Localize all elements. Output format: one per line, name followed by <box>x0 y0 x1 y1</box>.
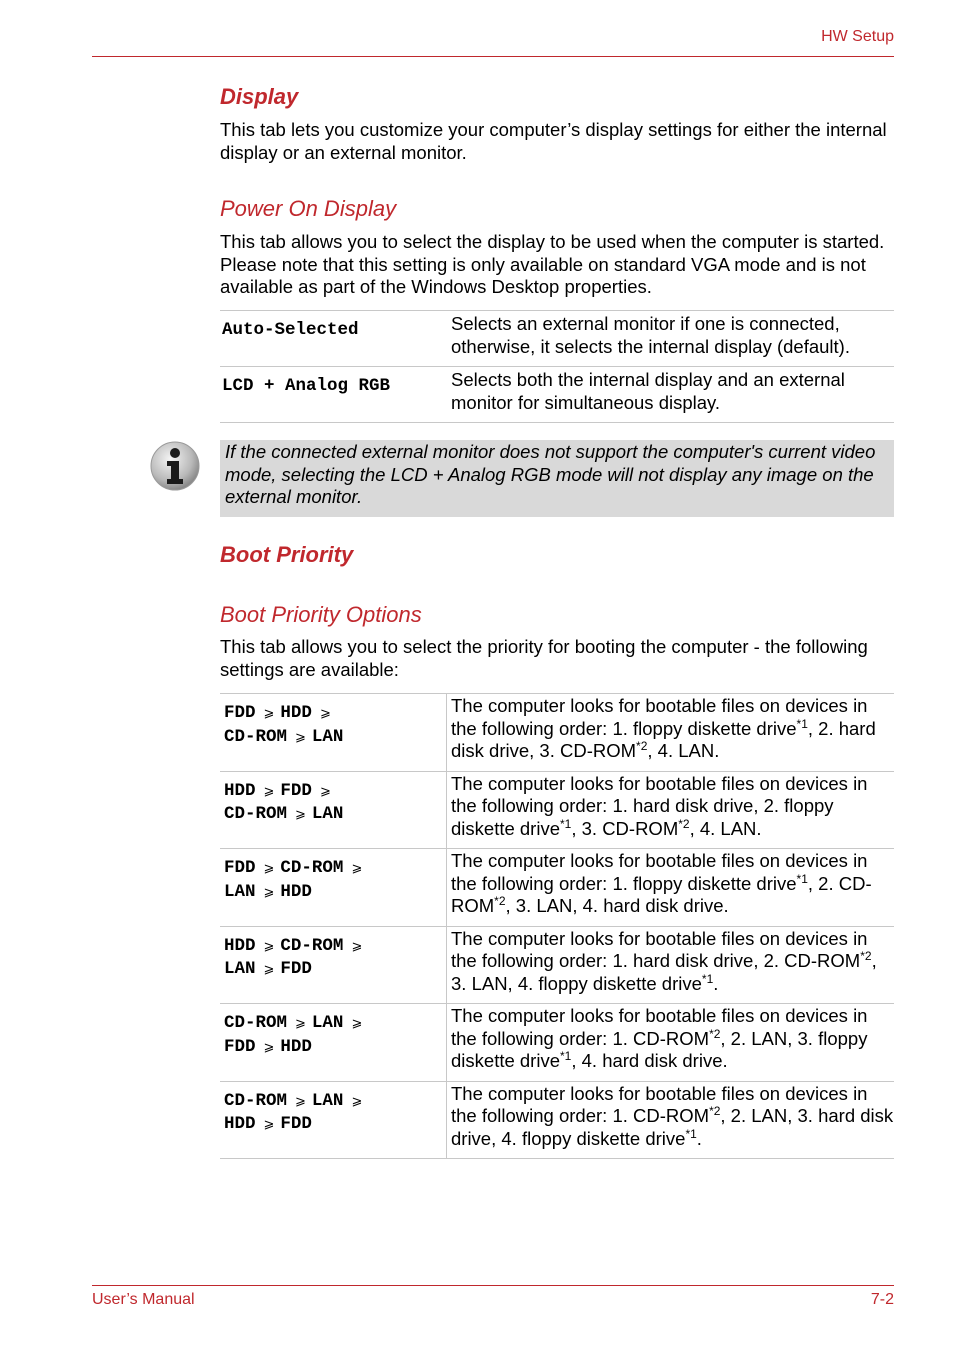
description-text: . <box>713 972 719 994</box>
option-description: Selects both the internal display and an external monitor for simultaneous display. <box>449 367 894 423</box>
description-text: The computer looks for bootable files on devices in the following order: 1. floppy diskette drive <box>451 850 868 894</box>
boot-order-line <box>224 857 446 881</box>
arrow-icon: ⩾ <box>263 783 275 799</box>
note-box <box>220 440 894 517</box>
boot-order-line <box>224 881 446 905</box>
arrow-icon: ⩾ <box>295 1016 306 1031</box>
description-text: , 4. LAN. <box>647 740 720 761</box>
footnote-ref: *2 <box>709 1026 721 1041</box>
table-row <box>220 926 894 1004</box>
device-name: FDD <box>280 1114 312 1134</box>
boot-order-line <box>224 1012 446 1036</box>
footnote-ref: *2 <box>709 1103 721 1118</box>
footnote-ref: *2 <box>494 893 506 908</box>
power-on-display-intro: This tab allows you to select the display to be used when the computer is started. Please note that this setting is only available on standard VGA mode and is not available as part of the Windows Desktop properties. <box>220 231 885 297</box>
description-text: The computer looks for bootable files on devices in the following order: 1. CD-ROM <box>451 1005 868 1049</box>
footnote-ref: *2 <box>636 738 648 753</box>
device-name: HDD <box>224 935 256 956</box>
boot-priority-options-heading: Boot Priority Options <box>220 602 422 627</box>
device-name: HDD <box>224 1114 256 1134</box>
footer-manual-title: User’s Manual <box>92 1291 195 1308</box>
table-row <box>220 1081 894 1159</box>
device-name: FDD <box>280 959 312 979</box>
device-name: HDD <box>280 703 312 723</box>
boot-order-key <box>220 849 447 927</box>
boot-order-line <box>224 958 446 982</box>
arrow-icon: ⩾ <box>351 938 363 954</box>
description-text: , 3. LAN, 4. hard disk drive. <box>505 895 729 916</box>
boot-priority-table <box>220 693 894 1159</box>
display-heading: Display <box>220 84 299 109</box>
power-on-display-table <box>220 310 894 423</box>
arrow-icon: ⩾ <box>295 807 306 822</box>
boot-order-line <box>224 1113 446 1137</box>
device-name: HDD <box>280 881 312 902</box>
description-text: The computer looks for bootable files on devices in the following order: 1. floppy diskette drive <box>451 695 868 739</box>
device-name: CD-ROM <box>280 858 344 878</box>
arrow-icon: ⩾ <box>263 938 275 954</box>
info-icon <box>150 441 200 491</box>
description-text: . <box>696 1127 702 1149</box>
description-text: The computer looks for bootable files on devices in the following order: 1. hard disk drive, 2. CD-ROM <box>451 927 868 971</box>
display-intro: This tab lets you customize your computer’s display settings for either the internal display or an external monitor. <box>220 119 887 163</box>
table-row <box>220 694 894 772</box>
device-name: HDD <box>224 780 256 801</box>
footnote-ref: *1 <box>796 871 808 886</box>
description-text: , 3. CD-ROM <box>571 817 679 839</box>
footnote-ref: *2 <box>860 948 872 963</box>
footer-page-number: 7-2 <box>870 1291 894 1308</box>
boot-order-line <box>224 726 446 750</box>
description-text: , 3. LAN, 4. floppy diskette drive <box>451 950 877 994</box>
power-on-display-heading: Power On Display <box>220 196 397 221</box>
table-row <box>220 1004 894 1082</box>
description-text: , 2. LAN, 3. hard disk drive, 4. floppy diskette drive <box>451 1105 894 1149</box>
boot-order-line <box>224 780 446 804</box>
device-name: LAN <box>224 959 256 979</box>
boot-order-description <box>447 694 895 772</box>
description-text: , 2. CD-ROM <box>451 872 872 916</box>
description-text: The computer looks for bootable files on devices in the following order: 1. CD-ROM <box>451 1082 868 1126</box>
boot-order-key <box>220 1004 447 1082</box>
arrow-icon: ⩾ <box>351 1093 363 1109</box>
arrow-icon: ⩾ <box>295 1093 306 1109</box>
boot-order-line <box>224 803 446 827</box>
table-row <box>220 367 894 423</box>
device-name: LAN <box>311 1090 344 1111</box>
device-name: CD-ROM <box>224 726 288 747</box>
boot-order-line <box>224 935 446 959</box>
device-name: LAN <box>311 804 344 824</box>
footnote-ref: *1 <box>796 716 808 731</box>
footnote-ref: *1 <box>701 971 714 986</box>
device-name: LAN <box>311 726 344 747</box>
device-name: LAN <box>224 881 256 902</box>
arrow-icon: ⩾ <box>263 962 275 977</box>
boot-priority-intro: This tab allows you to select the priority for booting the computer - the following settings are available: <box>220 636 868 680</box>
description-text: , 4. hard disk drive. <box>571 1050 728 1071</box>
option-description: Selects an external monitor if one is connected, otherwise, it selects the internal display (default). <box>449 311 894 367</box>
device-name: FDD <box>224 1036 256 1057</box>
boot-order-key <box>220 1081 447 1159</box>
boot-priority-heading: Boot Priority <box>220 542 354 567</box>
header-rule <box>92 56 894 57</box>
footnote-ref: *2 <box>678 816 690 831</box>
description-text: The computer looks for bootable files on devices in the following order: 1. hard disk drive, 2. floppy diskette drive <box>451 772 868 839</box>
boot-order-line <box>224 1090 446 1114</box>
table-row <box>220 849 894 927</box>
running-header: HW Setup <box>821 28 894 45</box>
option-key: Auto-Selected <box>220 311 449 367</box>
table-row <box>220 771 894 849</box>
device-name: CD-ROM <box>224 1090 288 1111</box>
description-text: , 2. LAN, 3. floppy diskette drive <box>451 1027 868 1071</box>
device-name: CD-ROM <box>280 935 344 956</box>
arrow-icon: ⩾ <box>263 861 275 876</box>
description-text: , 2. hard disk drive, 3. CD-ROM <box>451 717 876 761</box>
device-name: FDD <box>280 780 312 801</box>
description-text: , 4. LAN. <box>689 817 762 839</box>
boot-order-key <box>220 771 447 849</box>
footnote-ref: *1 <box>685 1126 697 1141</box>
boot-order-description <box>447 926 895 1004</box>
arrow-icon: ⩾ <box>263 1039 275 1055</box>
arrow-icon: ⩾ <box>319 706 331 721</box>
boot-order-description <box>447 771 895 849</box>
boot-order-description <box>447 1004 895 1082</box>
option-key: LCD + Analog RGB <box>220 367 449 423</box>
footnote-ref: *1 <box>560 816 572 831</box>
footnote-ref: *1 <box>560 1048 572 1063</box>
device-name: HDD <box>280 1036 312 1057</box>
boot-order-key <box>220 926 447 1004</box>
device-name: CD-ROM <box>224 804 288 824</box>
footer-rule <box>92 1285 894 1286</box>
arrow-icon: ⩾ <box>351 861 363 876</box>
arrow-icon: ⩾ <box>319 783 331 799</box>
device-name: FDD <box>224 858 256 878</box>
boot-order-line <box>224 702 446 726</box>
table-row <box>220 311 894 367</box>
device-name: LAN <box>311 1013 344 1033</box>
device-name: CD-ROM <box>224 1013 288 1033</box>
arrow-icon: ⩾ <box>295 729 306 745</box>
arrow-icon: ⩾ <box>263 706 275 721</box>
device-name: FDD <box>224 703 256 723</box>
arrow-icon: ⩾ <box>263 884 275 900</box>
boot-order-description <box>447 849 895 927</box>
boot-order-key <box>220 694 447 772</box>
boot-order-line <box>224 1036 446 1060</box>
note-text: If the connected external monitor does not support the computer's current video mode, selecting the LCD + Analog RGB mode will not display any image on the external monitor. <box>225 441 876 507</box>
boot-order-description <box>447 1081 895 1159</box>
arrow-icon: ⩾ <box>351 1016 363 1031</box>
arrow-icon: ⩾ <box>263 1117 275 1132</box>
